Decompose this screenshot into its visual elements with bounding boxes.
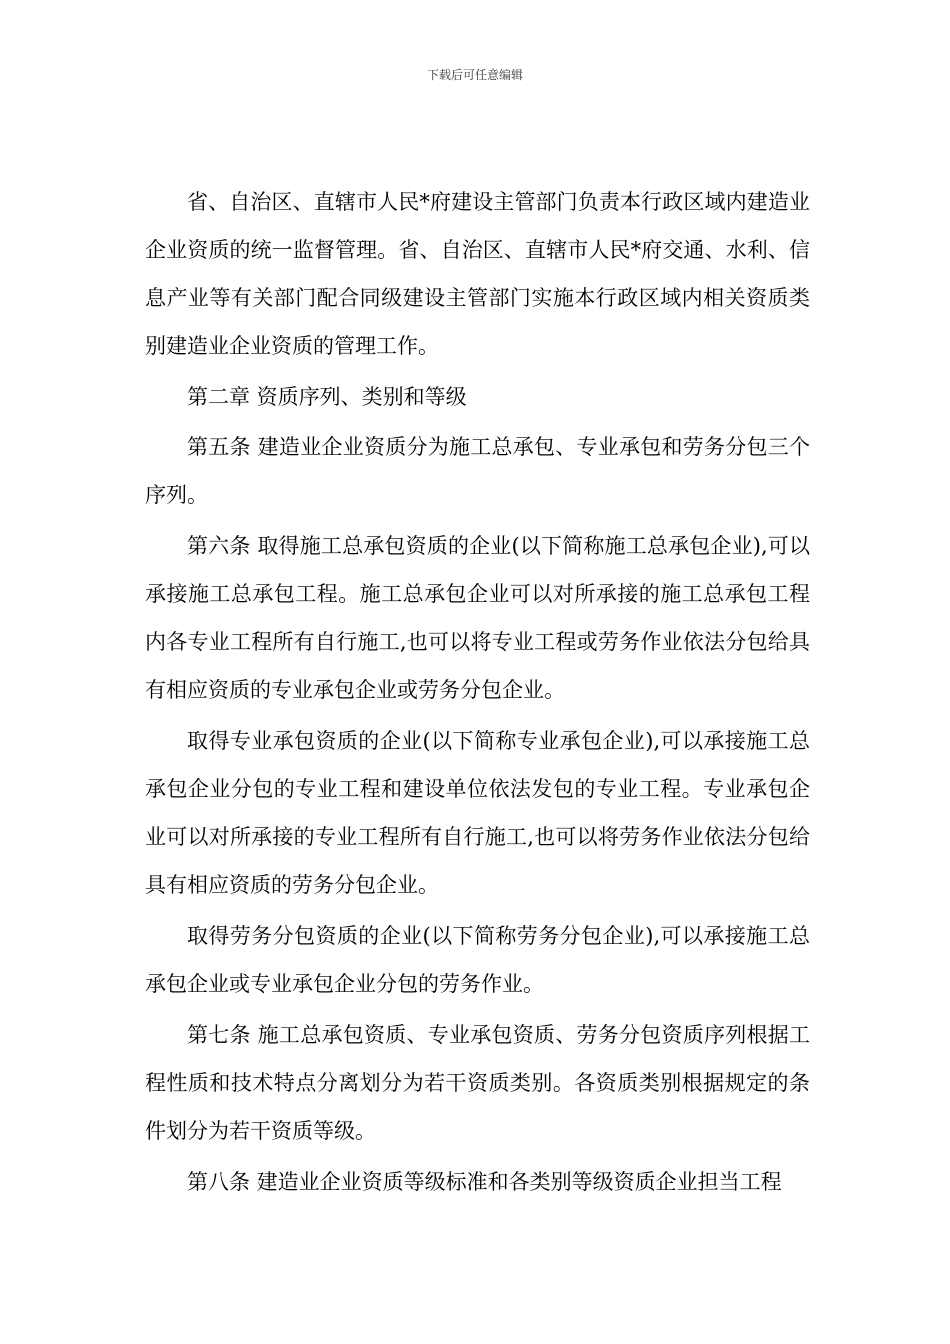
paragraph-specialty-contracting: 取得专业承包资质的企业(以下简称专业承包企业),可以承接施工总承包企业分包的专业工程和建设单位依法发包的专业工程。专业承包企业可以对所承接的专业工程所有自行施工,也可以将劳务作业依法分包给具有相应资质的劳务分包企业。	[145, 729, 810, 897]
page-header: 下载后可任意编辑	[426, 68, 523, 82]
document-body	[145, 178, 810, 1209]
article-5: 第五条 建造业企业资质分为施工总承包、专业承包和劳务分包三个序列。	[145, 435, 810, 507]
paragraph-labor-subcontracting: 取得劳务分包资质的企业(以下简称劳务分包企业),可以承接施工总承包企业或专业承包企业分包的劳务作业。	[145, 924, 810, 996]
article-8: 第八条 建造业企业资质等级标准和各类别等级资质企业担当工程	[187, 1170, 782, 1194]
paragraph-supervision: 省、自治区、直辖市人民*府建设主管部门负责本行政区域内建造业企业资质的统一监督管理。省、自治区、直辖市人民*府交通、水利、信息产业等有关部门配合同级建设主管部门实施本行政区域内相关资质类别建造业企业资质的管理工作。	[145, 190, 810, 358]
article-7: 第七条 施工总承包资质、专业承包资质、劳务分包资质序列根据工程性质和技术特点分离划分为若干资质类别。各资质类别根据规定的条件划分为若干资质等级。	[145, 1023, 810, 1143]
chapter-heading: 第二章 资质序列、类别和等级	[187, 385, 467, 409]
article-6: 第六条 取得施工总承包资质的企业(以下简称施工总承包企业),可以承接施工总承包工程。施工总承包企业可以对所承接的施工总承包工程内各专业工程所有自行施工,也可以将专业工程或劳务作业依法分包给具有相应资质的专业承包企业或劳务分包企业。	[145, 534, 810, 702]
